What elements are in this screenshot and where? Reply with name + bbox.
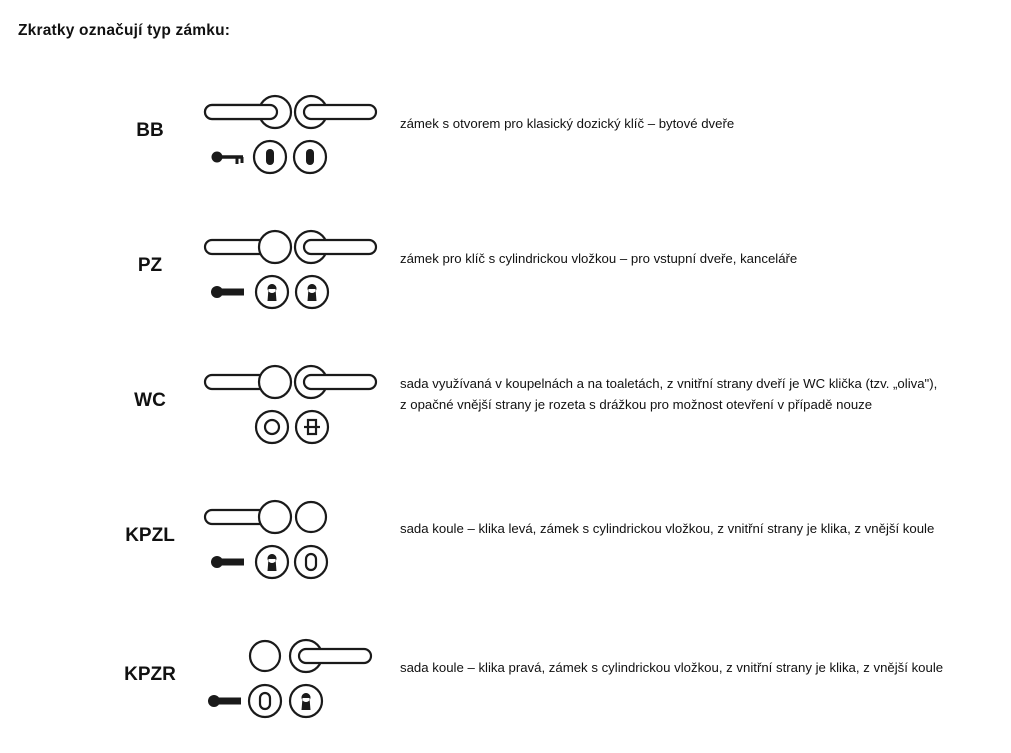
- lock-abbreviation: PZ: [137, 255, 163, 276]
- list-item: [0, 78, 1011, 213]
- lock-hardware-illustration-kpzl: [196, 483, 396, 618]
- lock-description: sada koule – klika levá, zámek s cylindrickou vložkou, z vnitřní strany je klika, z vnější koule: [400, 521, 935, 536]
- lock-description: sada využívaná v koupelnách a na toaletách, z vnitřní strany dveří je WC klička (tzv. „oliva"), z opačné vnější strany je rozeta s drážkou pro možnost otevření v případě nouze: [400, 376, 938, 412]
- lock-abbreviation: BB: [136, 120, 164, 141]
- lock-hardware-illustration-pz: [196, 213, 396, 348]
- lock-type-list: [0, 78, 1011, 753]
- lock-description: sada koule – klika pravá, zámek s cylindrickou vložkou, z vnitřní strany je klika, z vnější koule: [400, 660, 944, 675]
- lock-abbreviation: WC: [134, 390, 166, 411]
- list-item: [0, 483, 1011, 618]
- list-item: [0, 618, 1011, 753]
- lock-hardware-illustration-kpzr: [196, 618, 396, 753]
- page-title: Zkratky označují typ zámku:: [18, 22, 231, 39]
- list-item: [0, 213, 1011, 348]
- lock-description: zámek pro klíč s cylindrickou vložkou – pro vstupní dveře, kanceláře: [400, 251, 798, 266]
- lock-abbreviation: KPZR: [124, 664, 176, 685]
- lock-description: zámek s otvorem pro klasický dozický klíč – bytové dveře: [400, 116, 735, 131]
- list-item: [0, 348, 1011, 483]
- lock-hardware-illustration-wc: [196, 348, 396, 483]
- lock-hardware-illustration-bb: [196, 78, 396, 213]
- lock-abbreviation: KPZL: [125, 525, 175, 546]
